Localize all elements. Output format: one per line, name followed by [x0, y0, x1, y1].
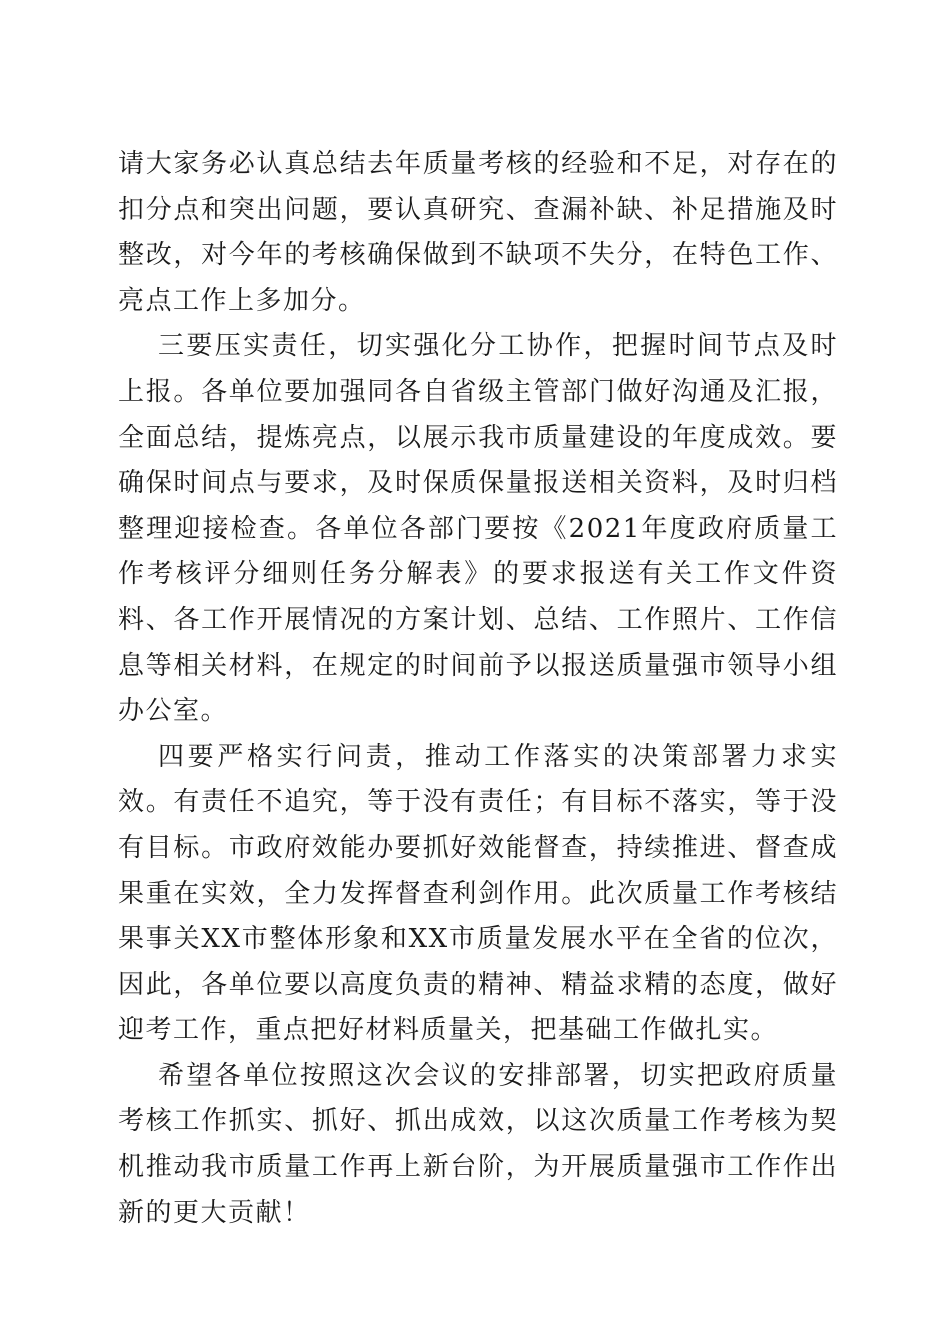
document-body: [118, 142, 838, 1236]
paragraph-continuation: 请大家务必认真总结去年质量考核的经验和不足，对存在的扣分点和突出问题，要认真研究、查漏补缺、补足措施及时整改，对今年的考核确保做到不缺项不失分，在特色工作、亮点工作上多加分。: [118, 149, 838, 316]
paragraph-closing: 希望各单位按照这次会议的安排部署，切实把政府质量考核工作抓实、抓好、抓出成效，以这次质量工作考核为契机推动我市质量工作再上新台阶，为开展质量强市工作作出新的更大贡献！: [118, 1060, 838, 1228]
paragraph-accountability: 四要严格实行问责，推动工作落实的决策部署力求实效。有责任不追究，等于没有责任；有目标不落实，等于没有目标。市政府效能办要抓好效能督查，持续推进、督查成果重在实效，全力发挥督查利剑作用。此次质量工作考核结果事关XX市整体形象和XX市质量发展水平在全省的位次，因此，各单位要以高度负责的精神、精益求精的态度，做好迎考工作，重点把好材料质量关，把基础工作做扎实。: [118, 741, 838, 1046]
paragraph-responsibility: 三要压实责任，切实强化分工协作，把握时间节点及时上报。各单位要加强同各自省级主管部门做好沟通及汇报，全面总结，提炼亮点，以展示我市质量建设的年度成效。要确保时间点与要求，及时保质保量报送相关资料，及时归档整理迎接检查。各单位各部门要按《2021年度政府质量工作考核评分细则任务分解表》的要求报送有关工作文件资料、各工作开展情况的方案计划、总结、工作照片、工作信息等相关材料，在规定的时间前予以报送质量强市领导小组办公室。: [118, 331, 838, 727]
